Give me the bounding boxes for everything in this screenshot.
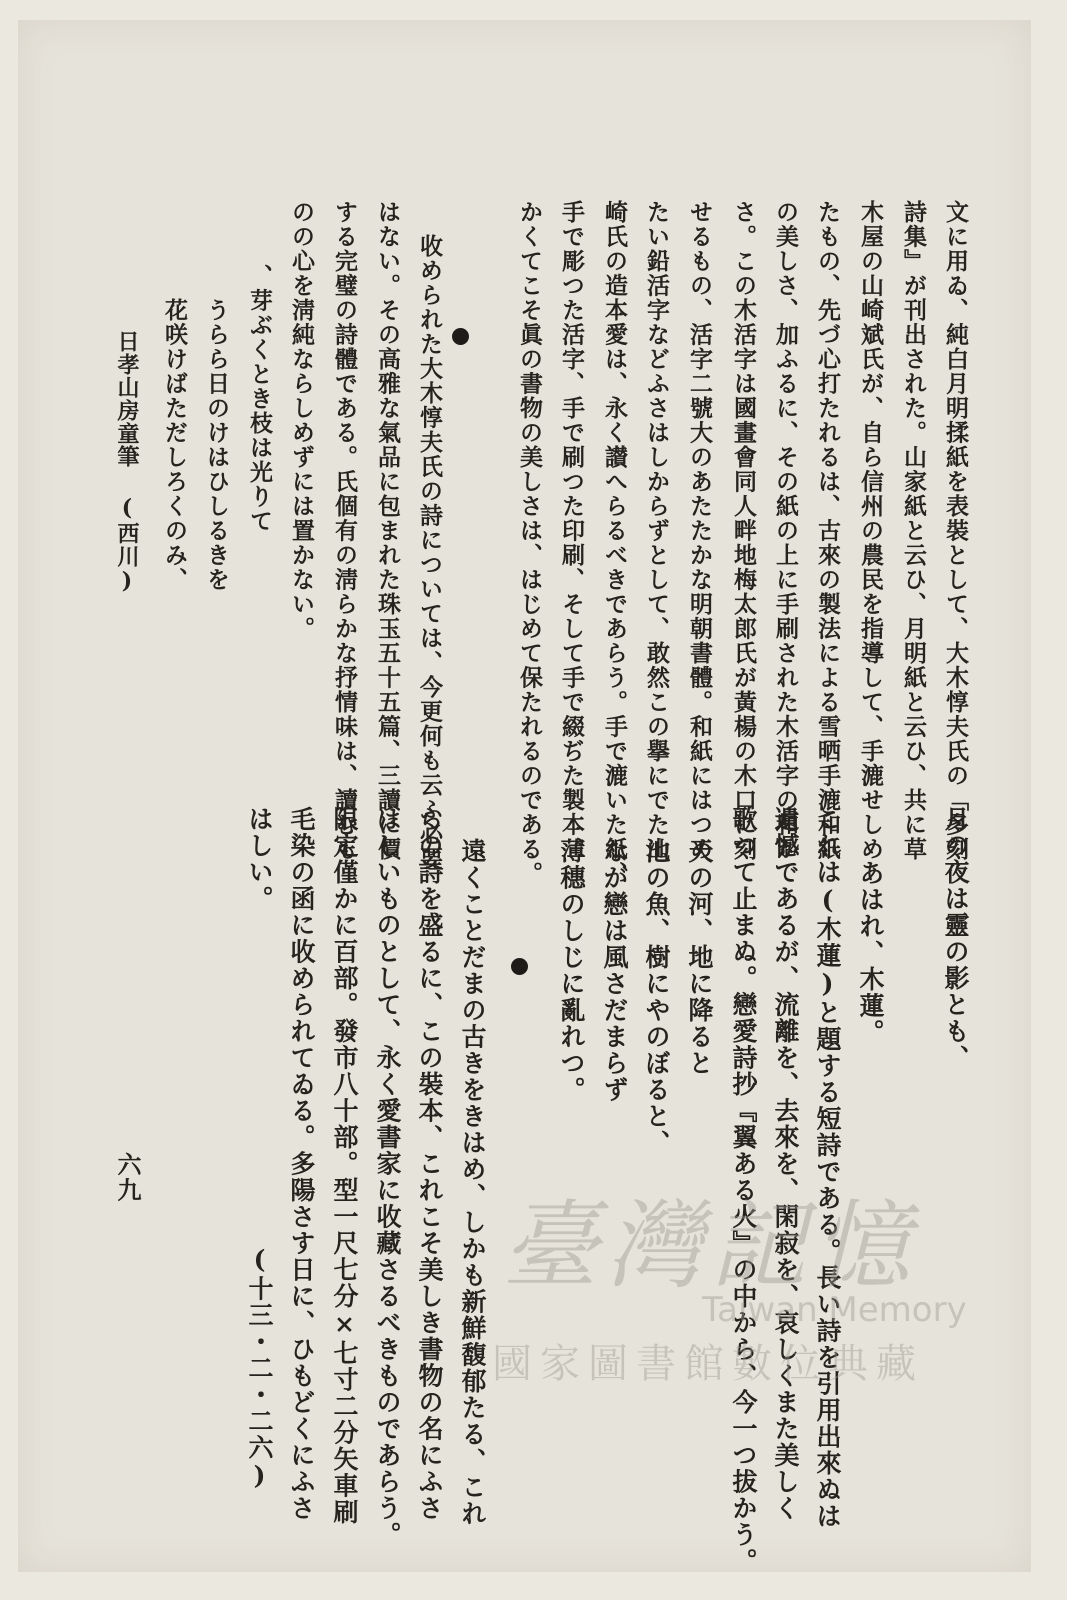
section-bullet <box>511 958 528 975</box>
text-column: さ。この木活字は國畫會同人畔地梅太郎氏が黃楊の木口に刻 <box>730 200 757 862</box>
text-column: はしい。 <box>245 806 274 912</box>
text-column: する完璧の詩體である。氏個有の淸らかな抒情味は、讀むも <box>331 200 358 862</box>
text-column: の美しさ、加ふるに、その紙の上に手刷された木活字の和か <box>772 200 799 862</box>
text-column: 天の河、地に降ると <box>685 838 714 1077</box>
text-column: せるもの、活字二號大のあたたかな明朝書體。和紙にはつめ <box>686 200 713 862</box>
text-column: 收められた大木惇夫氏の詩については、今更何も云ふ必要 <box>416 234 443 871</box>
text-column: 月の夜は靈の影とも、 <box>941 806 970 1071</box>
text-column: 薄穗のしじに亂れつ。 <box>557 838 586 1103</box>
text-column: なが戀は風さだまらず <box>600 838 629 1103</box>
text-column: 遺憾であるが、流離を、去來を、閑寂を、哀しくまた美しく <box>771 806 800 1522</box>
text-column: あはれ、木蓮。 <box>856 860 885 1046</box>
text-column: 遠くことだまの古きをきはめ、しかも新鮮馥郁たる、これ <box>458 838 487 1527</box>
text-column: 池の魚、樹にやのぼると、 <box>642 838 671 1156</box>
section-bullet <box>452 328 469 345</box>
watermark-title: 臺灣記憶 <box>502 1190 918 1302</box>
poem-line: うらら日のけはひしるきを <box>203 298 230 592</box>
text-column: らの詩を盛るに、この裝本、これこそ美しき書物の名にふさ <box>415 806 444 1522</box>
text-column: 詩集』が刊出された。山家紙と云ひ、月明紙と云ひ、共に草 <box>900 200 927 862</box>
text-column: のの心を淸純ならしめずには置かない。 <box>288 200 315 641</box>
text-column: 歌つて止まぬ。戀愛詩抄『翼ある火』の中から、今一つ拔かう。 <box>729 806 758 1575</box>
page-number: 六九 <box>113 1152 142 1203</box>
text-column: 文に用ゐ、純白月明揉紙を表裝として、大木惇夫氏の「多刻 <box>942 200 969 862</box>
text-column: 木屋の山崎斌氏が、自ら信州の農民を指導して、手漉せしめ <box>857 200 884 862</box>
poem-line: 花咲けばただしろくのみ、 <box>161 298 188 592</box>
text-column: 毛染の函に收められてゐる。多陽さす日に、ひもどくにふさ <box>287 806 316 1522</box>
date-note: (十三・二・二六) <box>245 1245 274 1492</box>
byline: 日孝山房童筆 (西川) <box>114 330 140 595</box>
text-column: たい鉛活字などふさはしからずとして、敢然この擧にでた山 <box>643 200 670 862</box>
text-column: はない。その高雅な氣品に包まれた珠玉五十五篇、三讀に價 <box>374 200 401 862</box>
text-column: 手で彫つた活字、手で刷つた印刷、そして手で綴ぢた製本、 <box>558 200 585 862</box>
text-column: これは(木蓮)と題する短詩である。長い詩を引用出來ぬは <box>813 806 842 1530</box>
text-column: はしいものとして、永く愛書家に收藏さるべきものであらう。 <box>373 806 402 1548</box>
text-column: かくてこそ眞の書物の美しさは、はじめて保たれるのである。 <box>516 200 543 886</box>
text-column: 限定僅かに百部。發市八十部。型一尺七分×七寸二分矢車刷 <box>330 806 359 1526</box>
poem-line: 、芽ぶくとき枝は光りて <box>246 264 273 534</box>
watermark-english: Taiwan Memory <box>702 1290 967 1330</box>
text-column: 崎氏の造本愛は、永く讃へらるべきであらう。手で漉いた紙、 <box>601 200 628 886</box>
text-column: たもの、先づ心打たれるは、古來の製法による雪晒手漉和紙 <box>814 200 841 862</box>
watermark-subtitle: 國家圖書館數位典藏 <box>492 1341 924 1387</box>
